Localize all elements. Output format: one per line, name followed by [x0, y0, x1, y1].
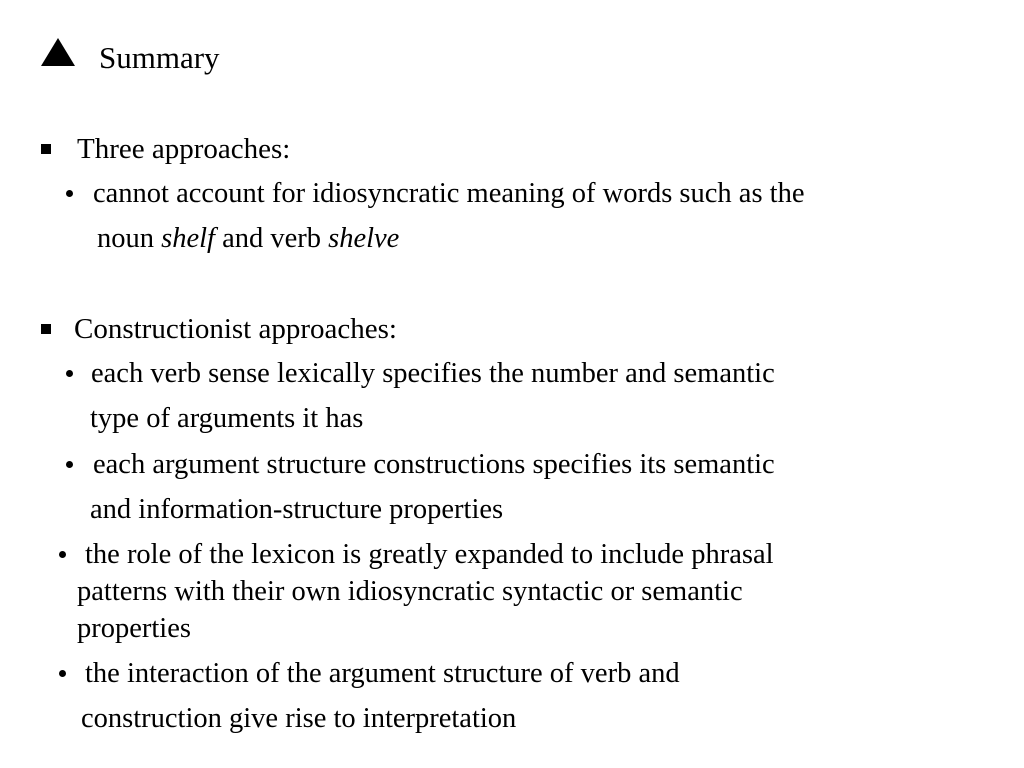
text-run: and verb — [214, 223, 329, 254]
list-item-line: patterns with their own idiosyncratic syntactic or semantic — [77, 576, 743, 607]
list-item-line: properties — [77, 613, 191, 644]
bullet-dot-icon — [59, 551, 66, 558]
list-item-line: construction give rise to interpretation — [81, 703, 517, 734]
section-heading-three-approaches: Three approaches: — [77, 133, 291, 165]
list-item-line: the role of the lexicon is greatly expanded to include phrasal — [85, 539, 774, 570]
bullet-dot-icon — [66, 461, 73, 468]
list-item-line: the interaction of the argument structure of verb and — [85, 658, 680, 689]
section-heading-constructionist-approaches: Constructionist approaches: — [74, 313, 397, 345]
bullet-dot-icon — [66, 370, 73, 377]
bullet-dot-icon — [59, 670, 66, 677]
square-bullet-icon — [41, 144, 51, 154]
list-item-line: and information-structure properties — [90, 494, 504, 525]
slide-title: Summary — [99, 40, 220, 75]
list-item-line: type of arguments it has — [90, 403, 364, 434]
list-item-line: each argument structure constructions specifies its semantic — [93, 449, 775, 480]
text-run: noun — [97, 223, 162, 254]
list-item-line — [97, 221, 399, 257]
bullet-dot-icon — [66, 190, 73, 197]
emphasis-shelve: shelve — [328, 223, 400, 254]
triangle-bullet-icon — [41, 38, 75, 66]
list-item-line: cannot account for idiosyncratic meaning of words such as the — [93, 178, 805, 209]
list-item-line: each verb sense lexically specifies the number and semantic — [91, 358, 775, 389]
emphasis-shelf: shelf — [161, 223, 215, 254]
square-bullet-icon — [41, 324, 51, 334]
